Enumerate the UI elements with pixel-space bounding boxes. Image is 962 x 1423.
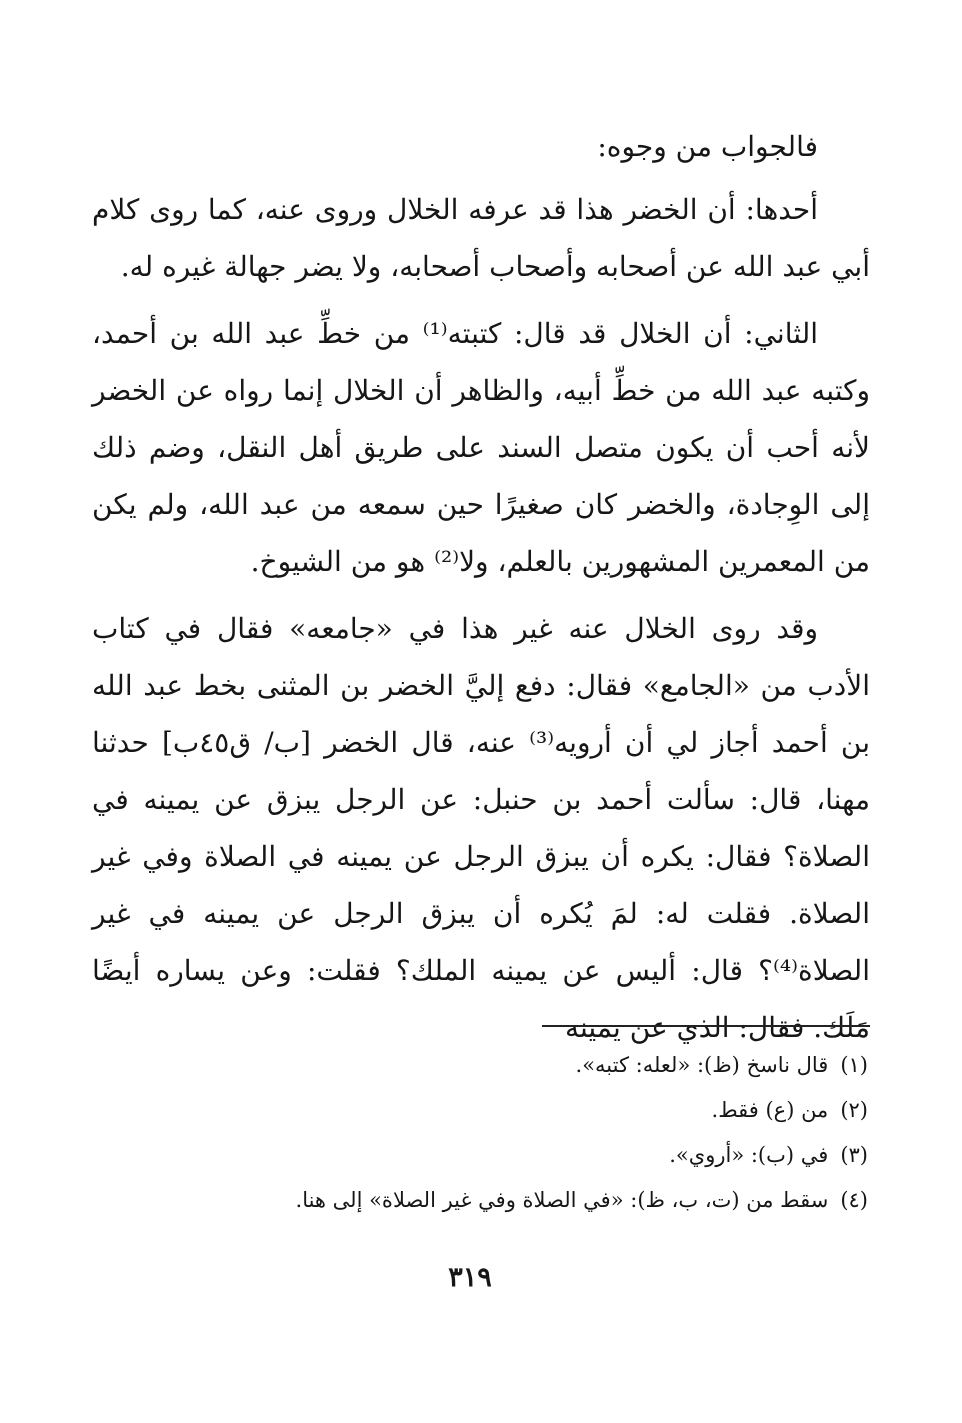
footnote-4 [92, 1178, 868, 1223]
footnote-marker: (١) [840, 1053, 868, 1077]
main-text [92, 118, 870, 1066]
footnote-separator [542, 1025, 870, 1027]
page-number: ٣١٩ [448, 1262, 492, 1293]
footnote-marker: (٢) [840, 1098, 868, 1122]
footnote-text: من (ع) فقط. [711, 1098, 829, 1122]
footnote-1 [92, 1043, 868, 1088]
footnote-marker: (٤) [840, 1188, 868, 1212]
footnotes [92, 1043, 868, 1223]
paragraph-first-reason: أحدها: أن الخضر هذا قد عرفه الخلال وروى عنه، كما روى كلام أبي عبد الله عن أصحابه وأصحاب أصحابه، ولا يضر جهالة غيره له. [92, 193, 870, 283]
footnote-text: في (ب): «أروي». [669, 1143, 829, 1167]
footnote-3 [92, 1133, 868, 1178]
footnote-marker: (٣) [840, 1143, 868, 1167]
footnote-text: قال ناسخ (ظ): «لعله: كتبه». [575, 1053, 829, 1077]
paragraph-narration: وقد روى الخلال عنه غير هذا في «جامعه» فقال في كتاب الأدب من «الجامع» فقال: دفع إليَّ الخضر بن المثنى بخط عبد الله بن أحمد أجاز لي أن أرويه⁽³⁾ عنه، قال الخضر [ب/ ق٤٥ب] حدثنا مهنا، قال: سألت أحمد بن حنبل: عن الرجل يبزق عن يمينه في الصلاة؟ فقال: يكره أن يبزق الرجل عن يمينه في الصلاة وفي غير الصلاة. فقلت له: لمَ يُكره أن يبزق الرجل عن يمينه في غير الصلاة⁽⁴⁾؟ قال: أليس عن يمينه الملك؟ فقلت: وعن يساره أيضًا مَلَك. فقال: الذي عن يمينه [92, 612, 871, 1044]
footnote-2 [92, 1088, 868, 1133]
paragraph-answer-intro: فالجواب من وجوه: [597, 130, 818, 163]
footnote-text: سقط من (ت، ب، ظ): «في الصلاة وفي غير الصلاة» إلى هنا. [295, 1188, 829, 1212]
paragraph-second-reason: الثاني: أن الخلال قد قال: كتبته⁽¹⁾ من خطِّ عبد الله بن أحمد، وكتبه عبد الله من خطِّ أبيه، والظاهر أن الخلال إنما رواه عن الخضر لأنه أحب أن يكون متصل السند على طريق أهل النقل، وضم ذلك إلى الوِجادة، والخضر كان صغيرًا حين سمعه من عبد الله، ولم يكن من المعمرين المشهورين بالعلم، ولا⁽²⁾ هو من الشيوخ. [92, 317, 870, 578]
